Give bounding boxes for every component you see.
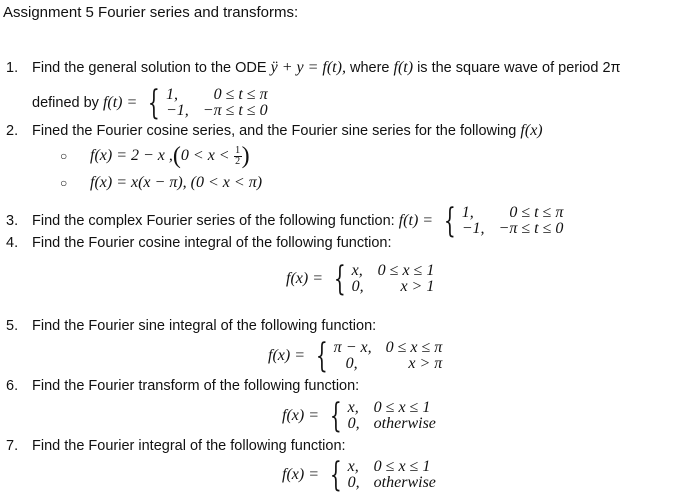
ode-equation: ÿ + y = f(t),	[270, 59, 346, 76]
case-condition: 0 ≤ x ≤ 1	[377, 262, 435, 279]
question-text: Find the complex Fourier series of the following function:	[32, 212, 395, 229]
case-value: 1,	[165, 86, 178, 103]
piecewise-lhs: f(t) =	[102, 93, 138, 111]
paren: (	[172, 143, 181, 169]
piecewise-lhs: f(t) =	[398, 211, 434, 229]
question-3	[6, 201, 564, 241]
question-number: 7.	[6, 438, 19, 454]
question-1	[6, 59, 621, 77]
question-text: Find the Fourier sine integral of the following function:	[32, 318, 377, 334]
case-condition: 0 ≤ x ≤ 1	[373, 458, 431, 475]
brace-icon: {	[329, 455, 342, 495]
question-text: where	[349, 60, 390, 76]
question-2-bullet-1	[60, 144, 250, 168]
function-name: f(x)	[520, 122, 543, 139]
piecewise-function	[323, 455, 436, 495]
function-domain: 0 < x <	[180, 146, 230, 164]
piecewise-function	[323, 396, 436, 436]
question-2	[6, 122, 543, 140]
paren: )	[241, 143, 250, 169]
case-value: π − x,	[333, 339, 372, 356]
question-number: 2.	[6, 123, 19, 139]
case-value: x,	[347, 458, 359, 475]
brace-icon: {	[333, 259, 346, 299]
fraction-numerator: 1	[235, 144, 241, 156]
question-number: 1.	[6, 60, 19, 76]
case-value: 0,	[347, 415, 360, 432]
piecewise-lhs: f(x) =	[282, 465, 319, 483]
question-text: is the square wave of period 2π	[417, 60, 621, 76]
question-5-function	[268, 336, 443, 376]
function-definition: f(x) = x(x − π), (0 < x < π)	[90, 174, 263, 191]
question-6-function	[282, 396, 436, 436]
question-2-bullet-2	[60, 174, 262, 192]
question-7	[6, 438, 346, 454]
question-6	[6, 378, 359, 394]
case-condition: x > 1	[400, 278, 435, 295]
case-value: −1,	[165, 102, 189, 119]
brace-icon: {	[148, 83, 161, 123]
case-condition: x > π	[408, 355, 443, 372]
question-number: 6.	[6, 378, 19, 394]
question-text: Find the general solution to the ODE	[32, 60, 267, 76]
function-name: f(t)	[393, 59, 414, 76]
question-number: 3.	[6, 212, 19, 229]
question-text: Fined the Fourier cosine series, and the Fourier sine series for the following	[32, 123, 517, 139]
piecewise-lhs: f(x) =	[286, 269, 323, 287]
brace-icon: {	[329, 396, 342, 436]
question-4-function	[286, 259, 435, 299]
case-value: −1,	[461, 220, 485, 237]
piecewise-function	[327, 259, 435, 299]
page-title: Assignment 5 Fourier series and transforms:	[3, 4, 299, 21]
case-condition: 0 ≤ t ≤ π	[213, 86, 268, 103]
piecewise-lhs: f(x) =	[268, 346, 305, 364]
case-value: x,	[347, 399, 359, 416]
brace-icon: {	[315, 336, 328, 376]
question-number: 5.	[6, 318, 19, 334]
case-condition: 0 ≤ t ≤ π	[509, 204, 564, 221]
question-number: 4.	[6, 235, 19, 251]
brace-icon: {	[443, 201, 456, 241]
question-text: Find the Fourier transform of the following function:	[32, 378, 360, 394]
piecewise-lhs: f(x) =	[282, 406, 319, 424]
piecewise-function	[141, 83, 268, 123]
piecewise-function	[309, 336, 443, 376]
case-condition: otherwise	[373, 415, 436, 432]
case-value: x,	[351, 262, 363, 279]
case-value: 0,	[347, 474, 360, 491]
fraction-denominator: 2	[235, 155, 241, 167]
case-value: 0,	[345, 355, 358, 372]
case-condition: −π ≤ t ≤ 0	[202, 102, 268, 119]
question-text: Find the Fourier integral of the following function:	[32, 438, 346, 454]
case-condition: 0 ≤ x ≤ π	[385, 339, 443, 356]
fraction	[234, 146, 242, 167]
circle-bullet-icon: ○	[60, 176, 68, 191]
case-value: 1,	[461, 204, 474, 221]
function-definition: f(x) = 2 − x ,	[90, 146, 173, 164]
case-condition: otherwise	[373, 474, 436, 491]
question-7-function	[282, 455, 436, 495]
circle-bullet-icon: ○	[60, 149, 68, 163]
case-condition: −π ≤ t ≤ 0	[498, 220, 564, 237]
piecewise-function	[437, 201, 564, 241]
case-value: 0,	[351, 278, 364, 295]
definition-label: defined by	[32, 94, 99, 111]
case-condition: 0 ≤ x ≤ 1	[373, 399, 431, 416]
question-4	[6, 235, 391, 251]
question-1-definition	[32, 83, 268, 123]
question-text: Find the Fourier cosine integral of the following function:	[32, 235, 392, 251]
question-5	[6, 318, 376, 334]
